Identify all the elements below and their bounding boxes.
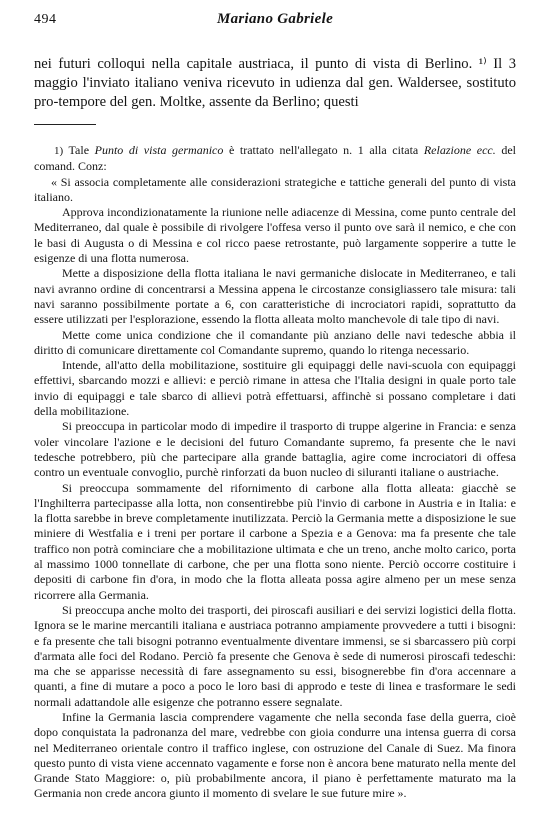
- footnote-paragraph: Mette come unica condizione che il comandante più anziano delle navi tedesche abbia il diritto di comunicare direttamente col Comandante supremo, quando lo ritenga necessario.: [34, 327, 516, 357]
- footnote-paragraph: Si preoccupa in particolar modo di impedire il trasporto di truppe algerine in Francia: e senza voler vincolare l'azione e le decisioni del futuro Comandante supremo, fa presente che le navi tedesche potrebbero, più che partecipare alla grande battaglia, agire come incrociatori di offesa contro un eventuale convoglio, purchè rinforzati da buon nucleo di siluranti italiane o austriache.: [34, 419, 516, 480]
- footnote-paragraph: Intende, all'atto della mobilitazione, sostituire gli equipaggi delle navi-scuola con equipaggi effettivi, sbarcando mozzi e allievi: e perciò rimane in attesa che l'Italia designi in quale porto tale invio di equipaggi e tale sbarco di allievi potrà effettuarsi, affinchè si possano completare i dati della mobilitazione.: [34, 358, 516, 419]
- footnote-reference: Relazione ecc.: [423, 143, 496, 157]
- footnote-intro-after: del comand. Conz:: [34, 143, 516, 174]
- page-number: 494: [34, 12, 57, 27]
- footnote-divider: [34, 124, 96, 125]
- page-header: [34, 10, 516, 32]
- footnote-paragraph: Mette a disposizione della flotta italiana le navi germaniche dislocate in Mediterraneo, e tali navi avranno ordine di concentrarsi a Messina appena le circostanze consigliassero tale misura: tali navi saranno possibilmente portate a 6, con caratteristiche di incrociatori rapidi, soprattutto da essere utilizzati per l'esplorazione, essendo la flotta alleata molto manchevole di tale tipo di navi.: [34, 266, 516, 327]
- main-paragraph: nei futuri colloqui nella capitale austriaca, il punto di vista di Berlino. ¹⁾ Il 3 maggio l'inviato italiano veniva ricevuto in udienza dal gen. Waldersee, sostituto pro-tempore del gen. Moltke, assente da Berlino; questi: [34, 56, 516, 110]
- footnote-paragraph: Approva incondizionatamente la riunione nelle adiacenze di Messina, come punto centrale del Mediterraneo, dal quale è possibile di rivolgere l'offesa verso il punto ove sarà il nemico, e che con le basi di Augusta o di Messina e col ricco paese retrostante, può largamente sopperire a tutte le esigenze di una flotta numerosa.: [34, 205, 516, 266]
- footnote-paragraph: Infine la Germania lascia comprendere vagamente che nella seconda fase della guerra, cioè dopo conquistata la padronanza del mare, vedrebbe con gioia condurre una intensa guerra di corsa nel Mediterraneo orientale contro il traffico inglese, con ostruzione del Canale di Suez. Ma finora questo punto di vista viene accennato vagamente e forse non è ancora bene maturato nella mente del Grande Stato Maggiore: o, più probabilmente ancora, il piano è perfettamente maturato ma la Germania non crede ancora giunto il momento di svelare le sue future mire ».: [34, 709, 516, 801]
- footnote-quote-opening: « Si associa completamente alle considerazioni strategiche e tattiche generali del punto di vista italiano.: [34, 174, 516, 204]
- footnote-paragraph: Si preoccupa sommamente del rifornimento di carbone alla flotta alleata: giacchè se l'Inghilterra partecipasse alla lotta, non consentirebbe più l'invio di carbone in Austria e in Italia: e la flotta sarebbe in breve completamente inutilizzata. Perciò la Germania mette a disposizione le sue miniere di Westfalia e i treni per portare il carbone a Spezia e a Genova: ma fa presente che tale traffico non potrà cominciare che a mobilitazione ultimata e che un treno, anche molto carico, porta al massimo 1000 tonnellate di carbone, che per una flotta sono niente. Perciò occorre costituire i depositi di carbone fin d'ora, in modo che la flotta alleata possa agire almeno per un mese senza ricorrere alla Germania.: [34, 480, 516, 602]
- footnote-title: Punto di vista germanico: [94, 143, 224, 157]
- footnote: [34, 143, 516, 802]
- main-text: [34, 55, 516, 112]
- running-head-author: Mariano Gabriele: [216, 11, 334, 27]
- footnote-intro-middle: è trattato nell'allegato n. 1 alla citata: [228, 143, 419, 157]
- footnote-marker: 1): [54, 145, 64, 157]
- footnote-intro: [34, 143, 516, 175]
- footnote-intro-before: Tale: [68, 143, 90, 157]
- footnote-paragraph: Si preoccupa anche molto dei trasporti, dei piroscafi ausiliari e dei servizi logistici della flotta. Ignora se le marine mercantili italiana e austriaca potranno ampiamente provvedere a tutti i bisogni: e fa presente che tali bisogni potranno eventualmente diventare immensi, se si sbarcassero più corpi d'armata alle foci del Rodano. Perciò fa presente che Genova è sede di numerosi piroscafi tedeschi: ma che se apparisse necessità di fare assegnamento su essi, bisognerebbe fin d'ora accennare a quanti, a fine di mutare a poco a poco le loro basi di approdo e teste di linea e trasformare le sedi normali adattandole alle esigenze che potranno essere segnalate.: [34, 602, 516, 709]
